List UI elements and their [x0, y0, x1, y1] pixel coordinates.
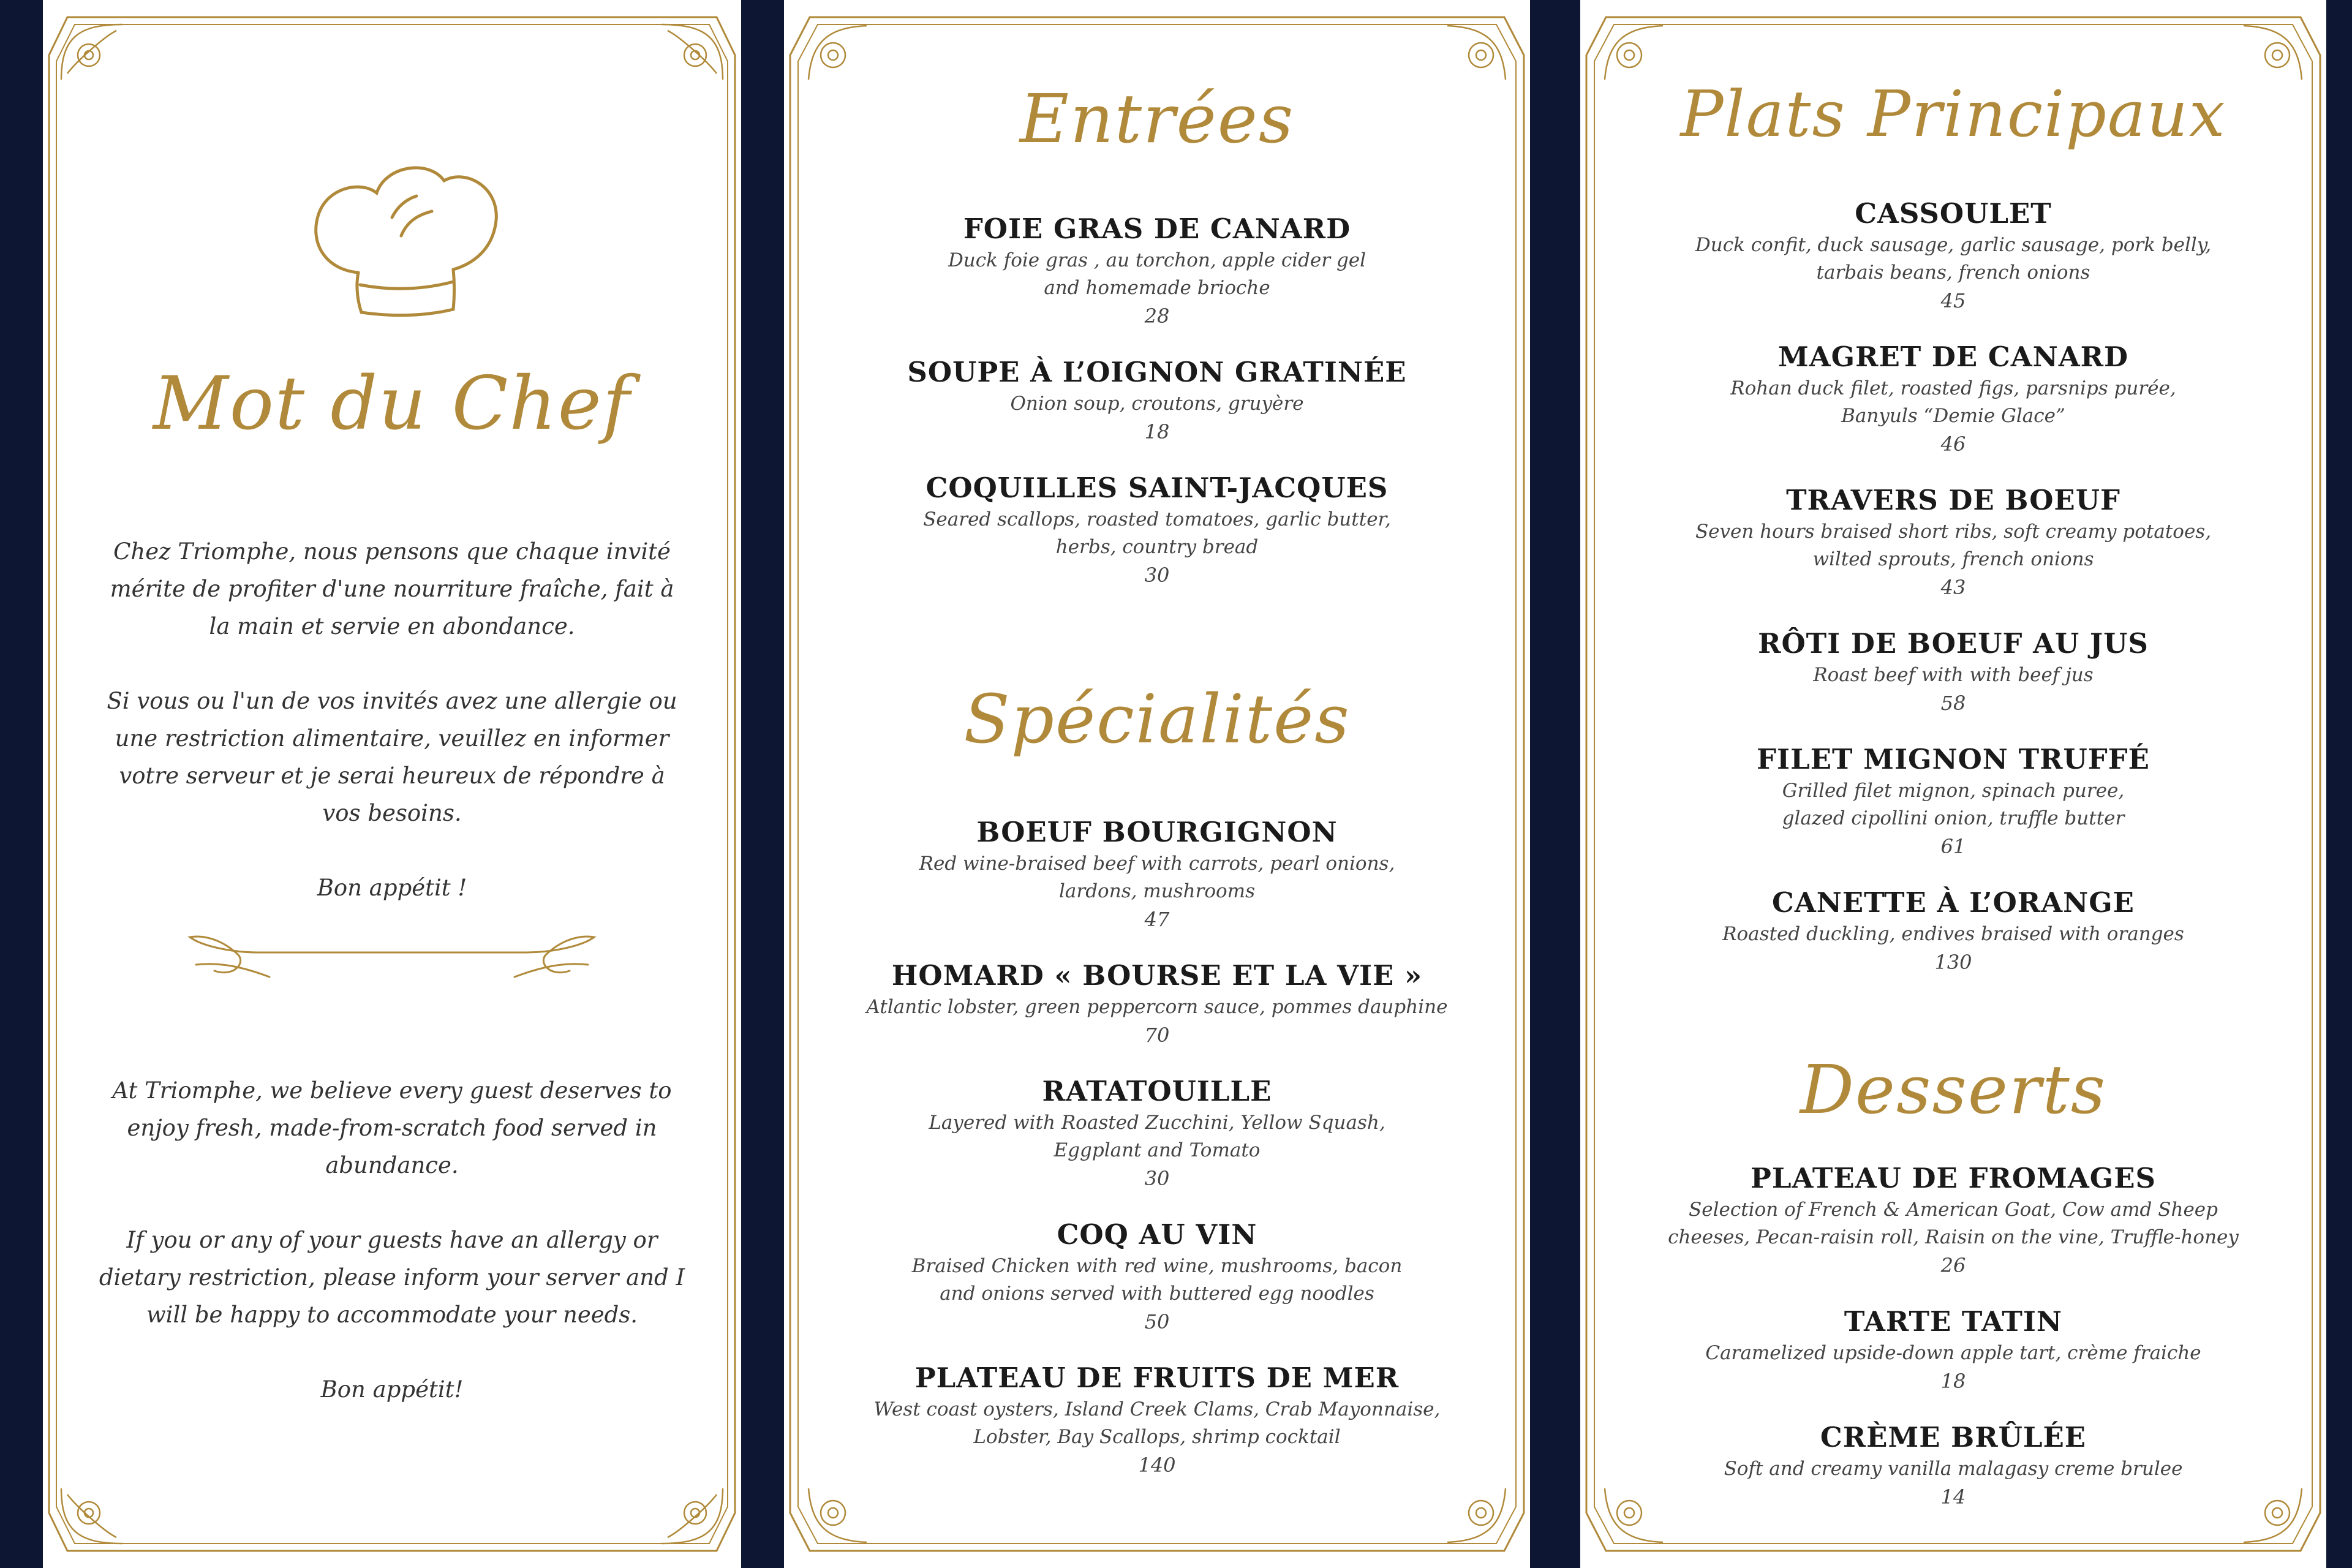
item-description: Braised Chicken with red wine, mushrooms, bacon [911, 1255, 1403, 1277]
english-paragraph: At Triomphe, we believe every guest deserves to enjoy fresh, made-from-scratch food served in abundance. [112, 1077, 672, 1178]
item-name: TRAVERS DE BOEUF [1786, 484, 2120, 516]
menu-item [809, 815, 1506, 933]
item-price: 43 [1940, 576, 1966, 599]
page-title: Mot du Chef [153, 361, 631, 447]
menu-item [1605, 483, 2302, 601]
item-name: BOEUF BOURGIGNON [976, 816, 1338, 848]
english-paragraph: If you or any of your guests have an allergy or dietary restriction, please inform your server and I will be happy to accommodate your needs. [99, 1227, 685, 1328]
item-name: RATATOUILLE [1042, 1075, 1272, 1107]
item-price: 18 [1144, 420, 1170, 443]
item-description: Roast beef with with beef jus [1813, 664, 2094, 686]
item-description: Duck foie gras , au torchon, apple cider gel [948, 249, 1366, 271]
entrees-heading: Entrées [1019, 80, 1295, 158]
item-price: 50 [1144, 1310, 1170, 1333]
item-description: Soft and creamy vanilla malagasy creme brulee [1724, 1458, 2183, 1480]
item-name: CANETTE À L’ORANGE [1772, 886, 2135, 919]
item-description: Onion soup, croutons, gruyère [1010, 393, 1304, 415]
item-name: PLATEAU DE FROMAGES [1750, 1162, 2157, 1194]
desserts-list [1605, 1161, 2302, 1511]
mains-panel [1580, 0, 2326, 1568]
item-description: Seared scallops, roasted tomatoes, garlic butter, [923, 508, 1391, 530]
item-price: 45 [1940, 289, 1966, 312]
item-price: 70 [1144, 1023, 1170, 1047]
item-name: FILET MIGNON TRUFFÉ [1757, 743, 2150, 775]
french-paragraph: Chez Triomphe, nous pensons que chaque invité mérite de profiter d'une nourriture fraîche, fait à la main et servie en abondance. [110, 538, 674, 639]
menu-item [809, 211, 1506, 330]
menu-item [1605, 885, 2302, 976]
item-description: glazed cipollini onion, truffle butter [1782, 807, 2125, 829]
item-description: Selection of French & American Goat, Cow amd Sheep [1688, 1199, 2218, 1221]
item-name: FOIE GRAS DE CANARD [963, 213, 1351, 245]
item-description: tarbais beans, french onions [1816, 262, 2090, 284]
item-description: wilted sprouts, french onions [1812, 548, 2094, 570]
item-description: West coast oysters, Island Creek Clams, Crab Mayonnaise, [873, 1398, 1441, 1420]
item-name: TARTE TATIN [1844, 1305, 2063, 1338]
item-price: 30 [1144, 1167, 1170, 1190]
item-price: 28 [1144, 304, 1170, 328]
english-signoff: Bon appétit! [320, 1376, 464, 1403]
menu-item [1605, 1420, 2302, 1511]
item-name: MAGRET DE CANARD [1777, 341, 2129, 373]
item-price: 14 [1940, 1485, 1966, 1509]
item-description: Roasted duckling, endives braised with oranges [1722, 923, 2184, 945]
menu-item [1605, 1161, 2302, 1280]
item-name: CRÈME BRÛLÉE [1820, 1421, 2087, 1453]
menu-item [1605, 196, 2302, 315]
menu-item [1605, 626, 2302, 717]
item-description: Eggplant and Tomato [1054, 1139, 1261, 1161]
menu-item [1605, 742, 2302, 861]
plats-list [1605, 196, 2302, 976]
item-description: Caramelized upside-down apple tart, crème fraiche [1705, 1342, 2201, 1364]
item-description: Banyuls “Demie Glace” [1841, 405, 2065, 427]
item-price: 58 [1940, 692, 1966, 715]
entrees-list [809, 211, 1506, 589]
item-name: CASSOULET [1855, 197, 2052, 230]
menu-item [1605, 1304, 2302, 1395]
item-name: SOUPE À L’OIGNON GRATINÉE [907, 356, 1407, 388]
item-description: Grilled filet mignon, spinach puree, [1782, 780, 2125, 802]
item-name: PLATEAU DE FRUITS DE MER [914, 1362, 1400, 1394]
item-price: 46 [1940, 432, 1966, 456]
item-description: cheeses, Pecan-raisin roll, Raisin on the vine, Truffle-honey [1668, 1226, 2239, 1248]
french-paragraph: Si vous ou l'un de vos invités avez une allergie ou une restriction alimentaire, veuillez en informer votre serveur et je serai heureux de répondre à vos besoins. [107, 688, 677, 826]
menu-item [809, 1360, 1506, 1479]
item-description: and onions served with buttered egg noodles [940, 1283, 1374, 1305]
item-name: HOMARD « BOURSE ET LA VIE » [891, 959, 1423, 992]
item-description: Rohan duck filet, roasted figs, parsnips purée, [1730, 377, 2176, 399]
item-description: Lobster, Bay Scallops, shrimp cocktail [973, 1426, 1341, 1448]
desserts-heading: Desserts [1800, 1050, 2107, 1129]
specialites-heading: Spécialités [963, 680, 1351, 758]
menu-item [809, 1217, 1506, 1336]
item-name: COQUILLES SAINT-JACQUES [925, 472, 1389, 504]
item-description: herbs, country bread [1055, 536, 1259, 558]
french-note [98, 533, 686, 944]
menu-item [809, 355, 1506, 446]
chef-note-panel [43, 0, 741, 1568]
chef-hat-icon [300, 156, 508, 322]
item-price: 30 [1144, 564, 1170, 587]
item-description: Seven hours braised short ribs, soft creamy potatoes, [1695, 521, 2212, 543]
item-price: 61 [1940, 835, 1966, 858]
menu-item [809, 470, 1506, 589]
item-name: COQ AU VIN [1057, 1218, 1257, 1251]
entrees-panel [784, 0, 1530, 1568]
french-signoff: Bon appétit ! [317, 875, 467, 901]
item-name: RÔTI DE BOEUF AU JUS [1758, 627, 2149, 660]
item-price: 18 [1940, 1370, 1966, 1393]
menu-item [809, 958, 1506, 1049]
english-note [98, 1072, 686, 1446]
menu-item [1605, 339, 2302, 458]
item-description: Atlantic lobster, green peppercorn sauce, pommes dauphine [866, 996, 1448, 1018]
item-description: Layered with Roasted Zucchini, Yellow Squash, [929, 1112, 1385, 1134]
item-description: Duck confit, duck sausage, garlic sausage, pork belly, [1695, 234, 2212, 256]
specialites-list [809, 815, 1506, 1479]
item-price: 130 [1934, 951, 1972, 974]
flourish-divider-icon [184, 922, 600, 989]
item-description: Red wine-braised beef with carrots, pearl onions, [919, 853, 1395, 875]
menu-item [809, 1074, 1506, 1193]
plats-heading: Plats Principaux [1680, 77, 2226, 151]
item-description: and homemade brioche [1044, 277, 1270, 299]
item-price: 140 [1138, 1453, 1176, 1477]
item-price: 26 [1940, 1254, 1966, 1277]
item-description: lardons, mushrooms [1059, 880, 1255, 902]
item-price: 47 [1144, 908, 1170, 931]
